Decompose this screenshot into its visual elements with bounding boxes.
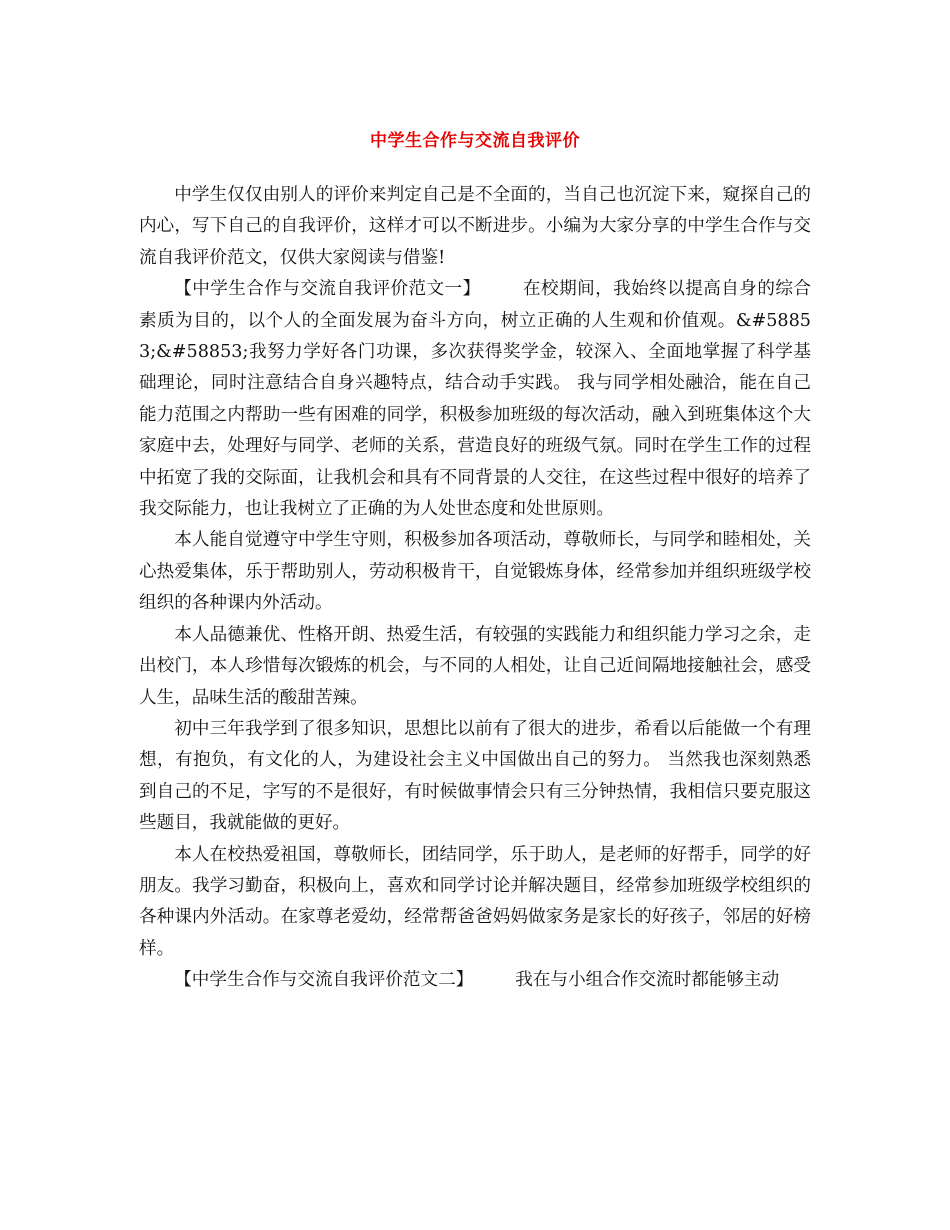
paragraph-sample-two xyxy=(139,965,811,996)
paragraph-character xyxy=(139,620,811,714)
paragraph-text: 本人品德兼优、性格开朗、热爱生活，有较强的实践能力和组织能力学习之余，走出校门，本人珍惜每次锻炼的机会，与不同的人相处，让自己近间隔地接触社会，感受人生，品味生活的酸甜苦辣。 xyxy=(139,624,811,708)
document-body xyxy=(139,180,811,997)
paragraph-text: 中学生仅仅由别人的评价来判定自己是不全面的，当自己也沉淀下来，窥探自己的内心，写下自己的自我评价，这样才可以不断进步。小编为大家分享的中学生合作与交流自我评价范文，仅供大家阅读与借鉴! xyxy=(139,185,811,268)
section-heading-sample-two: 【中学生合作与交流自我评价范文二】 xyxy=(174,970,474,991)
document-title: 中学生合作与交流自我评价 xyxy=(370,131,580,151)
paragraph-discipline xyxy=(139,525,811,619)
paragraph-text: 本人在校热爱祖国，尊敬师长，团结同学，乐于助人，是老师的好帮手，同学的好朋友。我学习勤奋，积极向上，喜欢和同学讨论并解决题目，经常参加班级学校组织的各种课内外活动。在家尊老爱幼，经常帮爸爸妈妈做家务是家长的好孩子，邻居的好榜样。 xyxy=(139,844,811,959)
paragraph-junior-high xyxy=(139,714,811,840)
paragraph-intro xyxy=(139,180,811,274)
paragraph-text: 本人能自觉遵守中学生守则，积极参加各项活动，尊敬师长，与同学和睦相处，关心热爱集体，乐于帮助别人，劳动积极肯干，自觉锻炼身体，经常参加并组织班级学校组织的各种课内外活动。 xyxy=(139,530,811,614)
paragraph-text: 在校期间，我始终以提高自身的综合素质为目的，以个人的全面发展为奋斗方向，树立正确的人生观和价值观。&#58853;&#58853;我努力学好各门功课，多次获得奖学金，较深入、全面地掌握了科学基础理论，同时注意结合自身兴趣特点，结合动手实践。 我与同学相处融洽，能在自己能力范围之内帮助一些有困难的同学，积极参加班级的每次活动，融入到班集体这个大家庭中去，处理好与同学、老师的关系，营造良好的班级气氛。同时在学生工作的过程中拓宽了我的交际面，让我机会和具有不同背景的人交往，在这些过程中很好的培养了我交际能力，也让我树立了正确的为人处世态度和处世原则。 xyxy=(139,279,811,520)
section-heading-sample-one: 【中学生合作与交流自我评价范文一】 xyxy=(174,279,481,300)
paragraph-text: 初中三年我学到了很多知识，思想比以前有了很大的进步，希看以后能做一个有理想，有抱负，有文化的人，为建设社会主义中国做出自己的努力。 当然我也深刻熟悉到自己的不足，字写的不是很好，有时候做事情会只有三分钟热情，我相信只要克服这些题目，我就能做的更好。 xyxy=(139,718,811,834)
paragraph-sample-one xyxy=(139,274,811,525)
paragraph-school-life xyxy=(139,840,811,966)
paragraph-text: 我在与小组合作交流时都能够主动 xyxy=(515,970,780,991)
